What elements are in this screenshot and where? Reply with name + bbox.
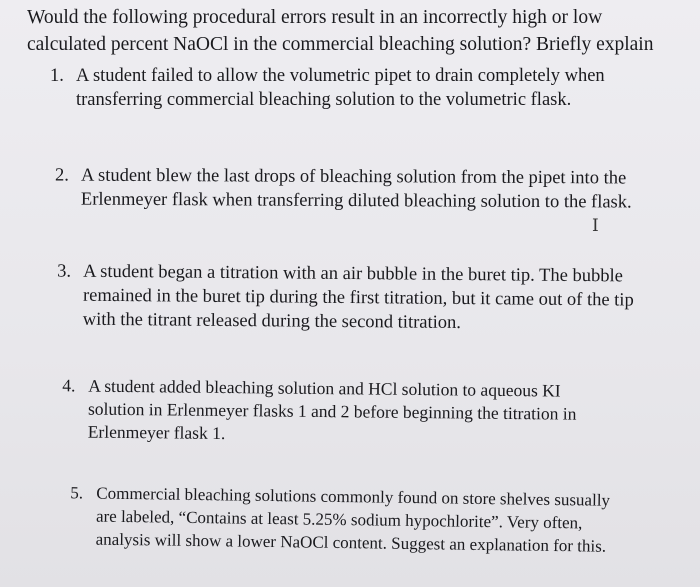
question-text-line: Commercial bleaching solutions commonly found on store shelves susually <box>96 483 611 510</box>
question-text-line: A student began a titration with an air bubble in the buret tip. The bubble <box>83 261 623 287</box>
question-text-line: transferring commercial bleaching solution to the volumetric flask. <box>76 90 572 110</box>
question-text-line: Erlenmeyer flask 1. <box>87 421 226 444</box>
question-number: 1. <box>50 66 64 86</box>
question-5 <box>70 481 611 558</box>
question-text-line: A student failed to allow the volumetric pipet to drain completely when <box>76 66 605 86</box>
question-4 <box>62 374 577 448</box>
question-text-line: A student blew the last drops of bleaching solution from the pipet into the <box>81 165 627 189</box>
prompt-line-1: Would the following procedural errors result in an incorrectly high or low <box>27 7 603 28</box>
question-number: 4. <box>62 375 76 396</box>
question-text-line: with the titrant released during the second titration. <box>82 309 461 334</box>
question-2 <box>55 163 632 214</box>
prompt-line-2: calculated percent NaOCl in the commercial bleaching solution? Briefly explain <box>27 34 654 55</box>
question-text-line: solution in Erlenmeyer flasks 1 and 2 before beginning the titration in <box>87 398 577 424</box>
question-text-line: are labeled, “Contains at least 5.25% sodium hypochlorite”. Very often, <box>95 506 583 533</box>
question-number: 3. <box>57 261 72 282</box>
question-number: 5. <box>70 483 84 503</box>
question-text-line: remained in the buret tip during the first titration, but it came out of the tip <box>82 285 634 311</box>
question-text-line: Erlenmeyer flask when transferring diluted bleaching solution to the flask. <box>80 189 632 213</box>
question-number: 2. <box>55 165 69 186</box>
question-3 <box>57 259 634 336</box>
question-text-line: analysis will show a lower NaOCl content. Suggest an explanation for this. <box>95 529 607 556</box>
prompt-text <box>27 4 687 58</box>
question-text-line: A student added bleaching solution and HCl solution to aqueous KI <box>88 375 561 401</box>
text-cursor-icon: I <box>592 216 599 236</box>
question-1 <box>50 64 605 112</box>
